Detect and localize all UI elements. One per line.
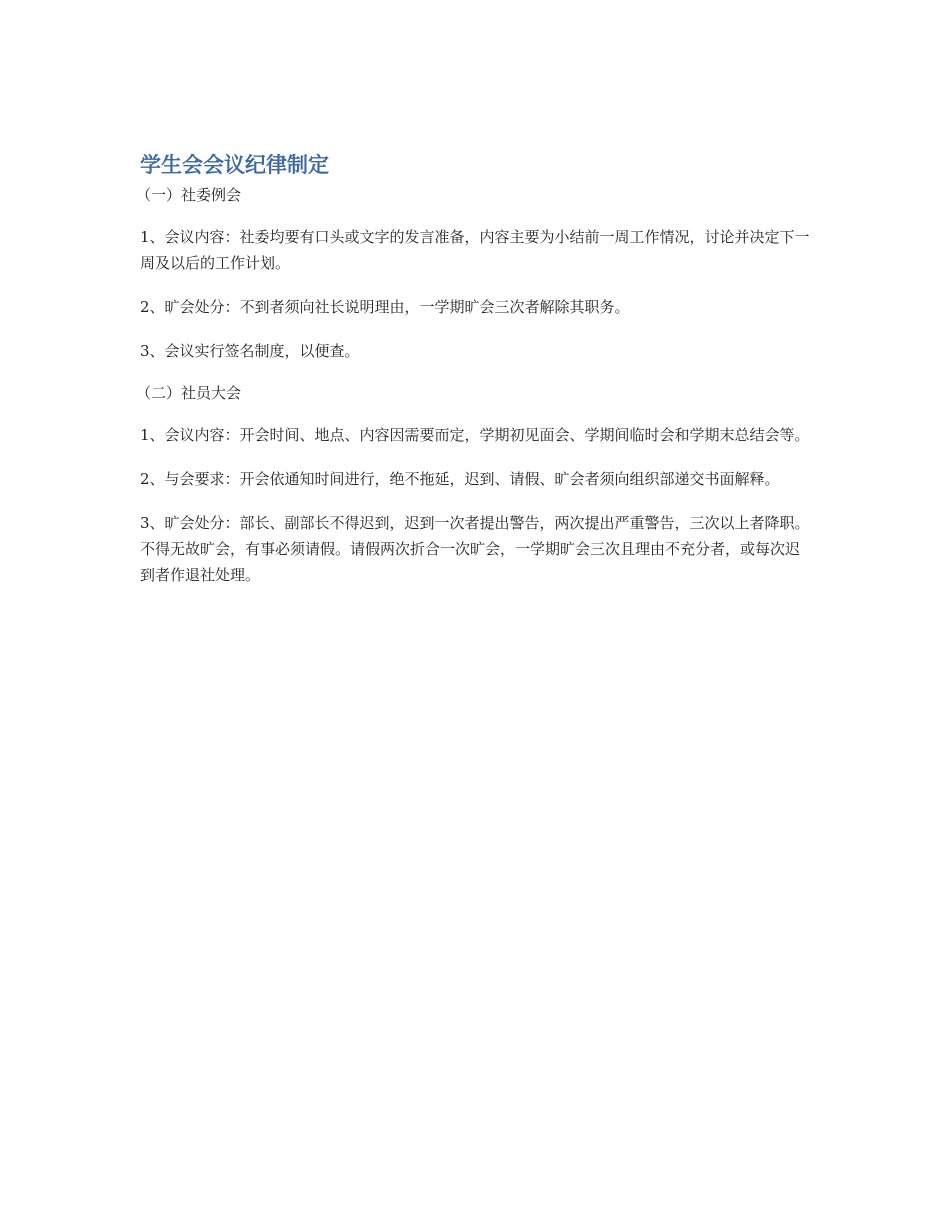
- paragraph: 3、会议实行签名制度，以便查。: [140, 342, 360, 360]
- page-title: 学生会会议纪律制定: [140, 153, 329, 177]
- section-heading-1: （一）社委例会: [136, 186, 242, 204]
- paragraph: 1、会议内容：社委均要有口头或文字的发言准备，内容主要为小结前一周工作情况，讨论并决定下一周及以后的工作计划。: [140, 228, 810, 272]
- paragraph: 2、旷会处分：不到者须向社长说明理由，一学期旷会三次者解除其职务。: [140, 298, 630, 316]
- section-heading-2: （二）社员大会: [136, 384, 242, 402]
- paragraph: 2、与会要求：开会依通知时间进行，绝不拖延，迟到、请假、旷会者须向组织部递交书面解释。: [140, 470, 780, 488]
- paragraph: 3、旷会处分：部长、副部长不得迟到，迟到一次者提出警告，两次提出严重警告，三次以上者降职。不得无故旷会，有事必须请假。请假两次折合一次旷会，一学期旷会三次且理由不充分者，或每次迟到者作退社处理。: [140, 514, 810, 584]
- document-body: [136, 150, 812, 588]
- paragraph: 1、会议内容：开会时间、地点、内容因需要而定，学期初见面会、学期间临时会和学期末总结会等。: [140, 426, 810, 444]
